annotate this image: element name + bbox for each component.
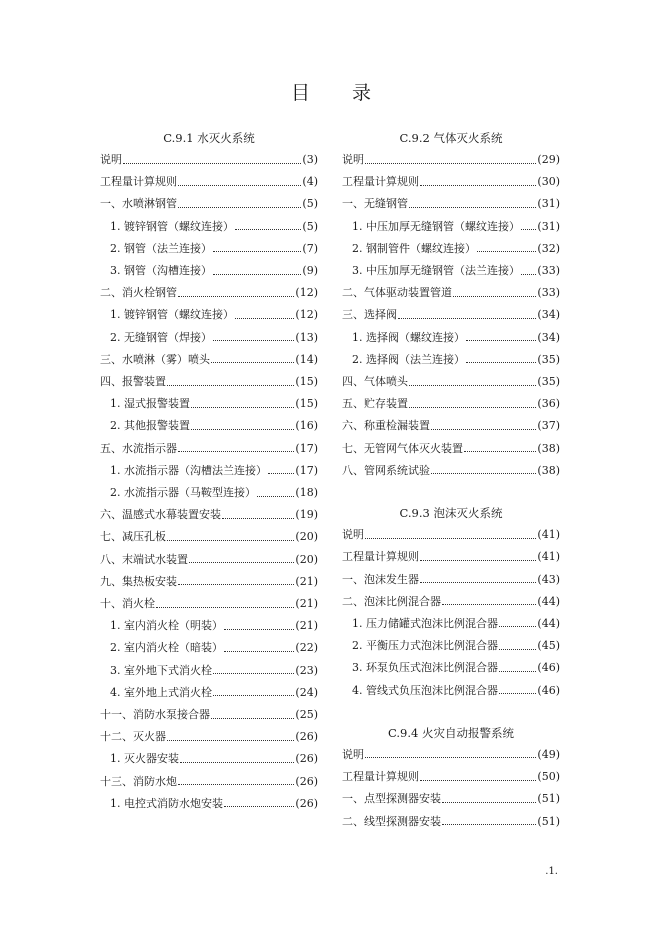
toc-entry-page: (50) <box>537 770 560 784</box>
toc-entry-page: (5) <box>302 197 318 211</box>
toc-entry-page: (17) <box>295 441 318 455</box>
toc-entry-label: 十、消火栓 <box>100 597 155 610</box>
toc-entry-label: 四、气体喷头 <box>342 375 408 388</box>
toc-entry[interactable] <box>342 152 560 168</box>
toc-entry[interactable] <box>100 374 318 390</box>
toc-entry[interactable] <box>100 596 318 612</box>
toc-entry[interactable] <box>342 463 560 479</box>
toc-entry-page: (23) <box>295 663 318 677</box>
dot-leader <box>431 473 536 474</box>
toc-entry-page: (31) <box>537 197 560 211</box>
section-title: C.9.3 泡沫灭火系统 <box>399 506 503 521</box>
toc-entry-label: 3. 室外地下式消火栓 <box>110 663 212 677</box>
toc-entry-page: (46) <box>537 683 560 697</box>
toc-subentry[interactable] <box>110 463 318 479</box>
dot-leader <box>211 718 294 719</box>
toc-entry-page: (20) <box>295 530 318 544</box>
toc-subentry[interactable] <box>110 330 318 346</box>
toc-entry-label: 三、水喷淋（雾）喷头 <box>100 352 210 366</box>
toc-entry-page: (32) <box>537 241 560 255</box>
toc-entry[interactable] <box>100 729 318 745</box>
dot-leader <box>521 229 536 230</box>
toc-entry-label: 1. 中压加厚无缝钢管（螺纹连接） <box>352 219 520 233</box>
toc-subentry[interactable] <box>110 640 318 656</box>
page-number: .1. <box>545 866 558 877</box>
toc-entry[interactable] <box>100 352 318 368</box>
toc-subentry[interactable] <box>110 418 318 434</box>
toc-entry-label: 1. 电控式消防水炮安装 <box>110 796 223 810</box>
toc-entry-page: (21) <box>295 597 318 610</box>
toc-subentry[interactable] <box>110 485 318 501</box>
toc-entry-page: (9) <box>302 264 318 277</box>
toc-entry-label: 工程量计算规则 <box>100 175 177 189</box>
toc-subentry[interactable] <box>352 263 560 279</box>
toc-subentry[interactable] <box>352 638 560 654</box>
toc-entry-page: (29) <box>537 153 560 166</box>
toc-subentry[interactable] <box>110 685 318 701</box>
toc-entry-label: 一、无缝钢管 <box>342 197 408 211</box>
dot-leader <box>420 780 536 781</box>
dot-leader <box>167 540 294 541</box>
dot-leader <box>178 296 294 297</box>
toc-entry[interactable] <box>342 572 560 588</box>
toc-entry-label: 七、无管网气体灭火装置 <box>342 441 463 455</box>
dot-leader <box>211 362 294 363</box>
toc-entry-label: 4. 室外地上式消火栓 <box>110 685 212 699</box>
dot-leader <box>365 163 536 164</box>
dot-leader <box>420 560 536 561</box>
toc-entry-label: 1. 压力储罐式泡沫比例混合器 <box>352 616 498 630</box>
dot-leader <box>268 473 294 474</box>
dot-leader <box>466 340 536 341</box>
toc-entry-page: (21) <box>295 619 318 633</box>
toc-entry-label: 4. 管线式负压泡沫比例混合器 <box>352 683 498 697</box>
dot-leader <box>222 518 294 519</box>
dot-leader <box>235 318 294 319</box>
toc-entry-label: 九、集热板安装 <box>100 574 177 588</box>
toc-entry[interactable] <box>342 791 560 807</box>
toc-entry-label: 2. 无缝钢管（焊接） <box>110 330 212 344</box>
toc-entry-label: 七、减压孔板 <box>100 530 166 544</box>
toc-entry-label: 1. 镀锌钢管（螺纹连接） <box>110 308 234 322</box>
dot-leader <box>453 296 536 297</box>
toc-entry-label: 一、点型探测器安装 <box>342 792 441 806</box>
toc-entry[interactable] <box>342 769 560 785</box>
toc-entry-page: (30) <box>537 175 560 189</box>
toc-subentry[interactable] <box>352 219 560 235</box>
dot-leader <box>178 784 294 785</box>
toc-entry-page: (26) <box>295 774 318 788</box>
toc-subentry[interactable] <box>110 219 318 235</box>
toc-entry[interactable] <box>342 747 560 763</box>
toc-entry[interactable] <box>342 396 560 412</box>
toc-entry-label: 六、温感式水幕装置安装 <box>100 508 221 522</box>
dot-leader <box>156 607 294 608</box>
toc-entry[interactable] <box>342 441 560 457</box>
toc-subentry[interactable] <box>352 330 560 346</box>
toc-entry[interactable] <box>342 418 560 434</box>
toc-entry-label: 三、选择阀 <box>342 308 397 322</box>
toc-entry-page: (35) <box>537 375 560 388</box>
toc-entry-label: 说明 <box>342 153 364 166</box>
toc-entry-label: 二、泡沫比例混合器 <box>342 594 441 608</box>
toc-subentry[interactable] <box>110 796 318 812</box>
dot-leader <box>178 451 294 452</box>
toc-entry-label: 二、气体驱动装置管道 <box>342 286 452 300</box>
toc-entry-label: 1. 选择阀（螺纹连接） <box>352 330 465 344</box>
toc-entry[interactable] <box>100 707 318 723</box>
toc-entry-page: (31) <box>537 219 560 233</box>
dot-leader <box>442 802 536 803</box>
toc-entry-label: 2. 其他报警装置 <box>110 419 190 433</box>
dot-leader <box>521 274 536 275</box>
dot-leader <box>189 562 294 563</box>
toc-entry[interactable] <box>342 527 560 543</box>
toc-entry-page: (37) <box>537 419 560 433</box>
dot-leader <box>178 207 301 208</box>
toc-subentry[interactable] <box>110 751 318 767</box>
dot-leader <box>499 626 536 627</box>
toc-entry[interactable] <box>342 307 560 323</box>
dot-leader <box>442 604 536 605</box>
toc-entry-page: (19) <box>295 508 318 522</box>
toc-entry-label: 1. 湿式报警装置 <box>110 397 190 411</box>
toc-entry-page: (26) <box>295 796 318 810</box>
dot-leader <box>477 251 536 252</box>
toc-entry-page: (25) <box>295 708 318 721</box>
toc-entry[interactable] <box>342 285 560 301</box>
toc-entry-page: (20) <box>295 552 318 566</box>
dot-leader <box>499 671 536 672</box>
toc-entry-label: 十三、消防水炮 <box>100 774 177 788</box>
toc-entry-label: 二、线型探测器安装 <box>342 814 441 828</box>
toc-entry-page: (13) <box>295 330 318 344</box>
toc-entry-label: 1. 水流指示器（沟槽法兰连接） <box>110 463 267 477</box>
toc-entry-label: 说明 <box>342 528 364 542</box>
toc-entry-label: 1. 灭火器安装 <box>110 752 179 766</box>
dot-leader <box>420 185 536 186</box>
toc-subentry[interactable] <box>110 396 318 412</box>
toc-entry-label: 说明 <box>342 747 364 761</box>
toc-entry[interactable] <box>100 441 318 457</box>
toc-entry[interactable] <box>100 552 318 568</box>
toc-entry[interactable] <box>100 152 318 168</box>
toc-entry-page: (45) <box>537 639 560 653</box>
toc-entry-page: (18) <box>295 486 318 499</box>
toc-entry-label: 八、末端试水装置 <box>100 552 188 566</box>
toc-subentry[interactable] <box>352 683 560 699</box>
toc-entry-label: 3. 环泵负压式泡沫比例混合器 <box>352 661 498 675</box>
toc-entry-page: (3) <box>302 153 318 166</box>
toc-entry-label: 工程量计算规则 <box>342 770 419 784</box>
dot-leader <box>431 429 536 430</box>
toc-entry-label: 2. 水流指示器（马鞍型连接） <box>110 486 256 499</box>
toc-entry[interactable] <box>100 507 318 523</box>
toc-entry[interactable] <box>100 174 318 190</box>
dot-leader <box>420 582 536 583</box>
toc-subentry[interactable] <box>110 241 318 257</box>
toc-entry-label: 一、水喷淋钢管 <box>100 197 177 211</box>
toc-entry-page: (15) <box>295 397 318 411</box>
dot-leader <box>224 806 294 807</box>
toc-subentry[interactable] <box>352 660 560 676</box>
toc-entry-label: 3. 钢管（沟槽连接） <box>110 264 212 277</box>
dot-leader <box>365 538 536 539</box>
toc-entry[interactable] <box>100 574 318 590</box>
toc-subentry[interactable] <box>110 663 318 679</box>
toc-entry-label: 二、消火栓钢管 <box>100 286 177 300</box>
toc-entry-page: (46) <box>537 661 560 675</box>
toc-entry-label: 六、称重检漏装置 <box>342 419 430 433</box>
toc-entry-page: (43) <box>537 572 560 586</box>
toc-entry[interactable] <box>100 285 318 301</box>
toc-entry-page: (15) <box>295 375 318 388</box>
dot-leader <box>409 385 536 386</box>
dot-leader <box>180 762 294 763</box>
toc-entry-page: (24) <box>295 685 318 699</box>
dot-leader <box>442 824 536 825</box>
toc-entry[interactable] <box>100 774 318 790</box>
dot-leader <box>167 385 294 386</box>
toc-entry-label: 五、贮存装置 <box>342 397 408 411</box>
toc-entry-page: (12) <box>295 286 318 300</box>
toc-entry-label: 1. 镀锌钢管（螺纹连接） <box>110 219 234 233</box>
toc-subentry[interactable] <box>352 352 560 368</box>
toc-entry-label: 一、泡沫发生器 <box>342 572 419 586</box>
dot-leader <box>213 251 301 252</box>
toc-entry-label: 说明 <box>100 153 122 166</box>
toc-entry-label: 十二、灭火器 <box>100 730 166 744</box>
toc-entry-page: (38) <box>537 441 560 455</box>
toc-entry-page: (38) <box>537 463 560 477</box>
toc-subentry[interactable] <box>110 263 318 279</box>
toc-entry-page: (26) <box>295 730 318 744</box>
toc-entry-page: (21) <box>295 574 318 588</box>
toc-subentry[interactable] <box>110 307 318 323</box>
toc-entry-label: 2. 室内消火栓（暗装） <box>110 641 223 655</box>
toc-entry-label: 十一、消防水泵接合器 <box>100 708 210 721</box>
toc-entry-page: (44) <box>537 616 560 630</box>
toc-entry-page: (44) <box>537 594 560 608</box>
toc-entry-label: 2. 选择阀（法兰连接） <box>352 352 465 366</box>
toc-subentry[interactable] <box>352 241 560 257</box>
toc-entry-page: (51) <box>537 814 560 828</box>
toc-subentry[interactable] <box>110 618 318 634</box>
dot-leader <box>466 362 536 363</box>
toc-entry[interactable] <box>342 374 560 390</box>
toc-entry-label: 工程量计算规则 <box>342 175 419 189</box>
toc-entry-page: (33) <box>537 286 560 300</box>
toc-entry-page: (22) <box>295 641 318 655</box>
dot-leader <box>213 340 294 341</box>
toc-entry-label: 五、水流指示器 <box>100 441 177 455</box>
toc-entry-label: 1. 室内消火栓（明装） <box>110 619 223 633</box>
dot-leader <box>365 757 536 758</box>
toc-entry-label: 四、报警装置 <box>100 375 166 388</box>
dot-leader <box>178 185 301 186</box>
dot-leader <box>123 163 301 164</box>
toc-subentry[interactable] <box>352 616 560 632</box>
dot-leader <box>213 274 301 275</box>
toc-entry-page: (33) <box>537 264 560 277</box>
toc-entry-label: 2. 钢管（法兰连接） <box>110 241 212 255</box>
toc-entry-label: 八、管网系统试验 <box>342 463 430 477</box>
dot-leader <box>191 429 294 430</box>
dot-leader <box>213 695 294 696</box>
dot-leader <box>409 407 536 408</box>
toc-entry-page: (5) <box>302 219 318 233</box>
toc-entry-label: 3. 中压加厚无缝钢管（法兰连接） <box>352 264 520 277</box>
dot-leader <box>213 673 294 674</box>
dot-leader <box>178 584 294 585</box>
dot-leader <box>224 651 294 652</box>
dot-leader <box>191 407 294 408</box>
toc-entry-page: (41) <box>537 550 560 564</box>
dot-leader <box>499 693 536 694</box>
toc-entry-page: (12) <box>295 308 318 322</box>
dot-leader <box>464 451 536 452</box>
toc-entry-page: (16) <box>295 419 318 433</box>
toc-entry[interactable] <box>342 814 560 830</box>
toc-entry[interactable] <box>100 529 318 545</box>
toc-entry[interactable] <box>100 196 318 212</box>
section-title: C.9.1 水灭火系统 <box>163 131 255 145</box>
toc-entry-page: (51) <box>537 792 560 806</box>
dot-leader <box>398 318 536 319</box>
toc-entry-page: (14) <box>295 352 318 366</box>
dot-leader <box>409 207 536 208</box>
toc-entry-page: (7) <box>302 241 318 255</box>
toc-entry-label: 2. 钢制管件（螺纹连接） <box>352 241 476 255</box>
toc-entry-label: 工程量计算规则 <box>342 550 419 564</box>
toc-entry[interactable] <box>342 174 560 190</box>
toc-entry-page: (17) <box>295 463 318 477</box>
dot-leader <box>167 740 294 741</box>
toc-entry-page: (34) <box>537 308 560 322</box>
toc-entry[interactable] <box>342 594 560 610</box>
toc-entry-page: (41) <box>537 528 560 542</box>
toc-entry-page: (36) <box>537 397 560 411</box>
dot-leader <box>224 629 294 630</box>
toc-entry[interactable] <box>342 549 560 565</box>
toc-entry-page: (49) <box>537 747 560 761</box>
toc-entry-page: (35) <box>537 352 560 366</box>
dot-leader <box>499 649 536 650</box>
page-title: 目 录 <box>290 82 390 104</box>
toc-entry-page: (26) <box>295 752 318 766</box>
toc-entry-page: (4) <box>302 175 318 189</box>
section-title: C.9.2 气体灭火系统 <box>399 131 503 145</box>
toc-entry[interactable] <box>342 196 560 212</box>
dot-leader <box>257 496 294 497</box>
toc-entry-page: (34) <box>537 330 560 344</box>
dot-leader <box>235 229 301 230</box>
toc-entry-label: 2. 平衡压力式泡沫比例混合器 <box>352 639 498 653</box>
section-title: C.9.4 火灾自动报警系统 <box>388 725 514 740</box>
